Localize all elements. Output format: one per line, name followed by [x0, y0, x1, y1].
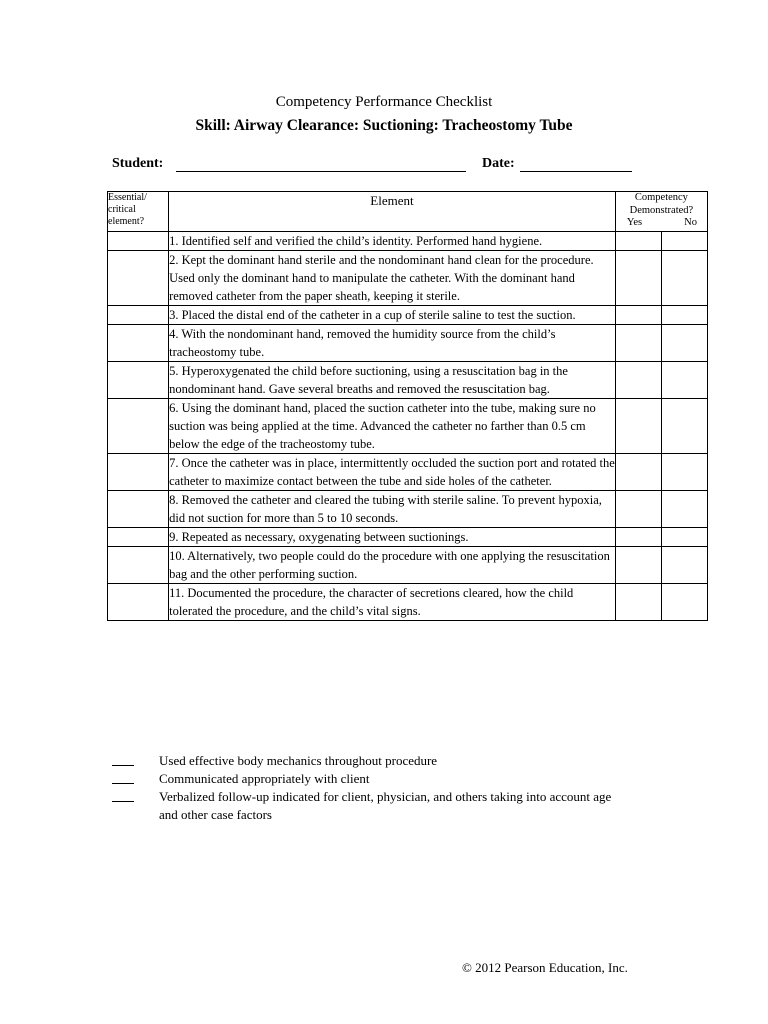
no-cell[interactable]: [661, 454, 707, 491]
element-cell: [169, 362, 616, 399]
no-header: No: [684, 217, 697, 228]
table-row: [108, 232, 708, 251]
criteria-text: Used effective body mechanics throughout procedure: [159, 753, 438, 768]
element-text: 7. Once the catheter was in place, intermittently occluded the suction port and rotated the catheter to maximize contact between the tube and side holes of the catheter.: [169, 456, 615, 488]
table-row: [108, 362, 708, 399]
table-row: [108, 584, 708, 621]
additional-criteria: [112, 752, 632, 824]
yes-cell[interactable]: [615, 584, 661, 621]
no-cell[interactable]: [661, 232, 707, 251]
essential-cell[interactable]: [108, 399, 169, 454]
no-cell[interactable]: [661, 491, 707, 528]
criteria-item: [112, 752, 632, 770]
date-label: Date:: [482, 156, 515, 171]
element-cell: [169, 399, 616, 454]
yes-cell[interactable]: [615, 491, 661, 528]
element-cell: [169, 232, 616, 251]
element-text: 8. Removed the catheter and cleared the tubing with sterile saline. To prevent hypoxia, did not suction for more than 5 to 10 seconds.: [169, 493, 602, 525]
no-cell[interactable]: [661, 528, 707, 547]
page-title: Competency Performance Checklist: [275, 94, 493, 110]
yes-cell[interactable]: [615, 232, 661, 251]
element-text: 6. Using the dominant hand, placed the suction catheter into the tube, making sure no suction was being applied at the time. Advanced the catheter no farther than 0.5 cm below the edge of the tracheostomy tube.: [169, 401, 596, 451]
table-row: [108, 325, 708, 362]
element-text: 2. Kept the dominant hand sterile and the nondominant hand clean for the procedure. Used only the dominant hand to manipulate the catheter. With the dominant hand removed catheter from the paper sheath, keeping it sterile.: [169, 253, 594, 303]
essential-cell[interactable]: [108, 547, 169, 584]
no-cell[interactable]: [661, 325, 707, 362]
table-row: [108, 528, 708, 547]
essential-cell[interactable]: [108, 251, 169, 306]
element-text: 1. Identified self and verified the child’s identity. Performed hand hygiene.: [169, 234, 543, 248]
yes-cell[interactable]: [615, 362, 661, 399]
date-line[interactable]: [520, 171, 632, 172]
criteria-item: [112, 770, 632, 788]
criteria-blank[interactable]: [112, 788, 134, 802]
no-cell[interactable]: [661, 362, 707, 399]
element-cell: [169, 325, 616, 362]
table-row: [108, 491, 708, 528]
competency-column-header: [615, 192, 707, 232]
essential-cell[interactable]: [108, 325, 169, 362]
element-cell: [169, 454, 616, 491]
essential-cell[interactable]: [108, 584, 169, 621]
criteria-blank[interactable]: [112, 752, 134, 766]
no-cell[interactable]: [661, 584, 707, 621]
criteria-item: [112, 788, 632, 824]
element-cell: [169, 491, 616, 528]
essential-cell[interactable]: [108, 362, 169, 399]
no-cell[interactable]: [661, 251, 707, 306]
element-text: 4. With the nondominant hand, removed the humidity source from the child’s tracheostomy tube.: [169, 327, 556, 359]
essential-cell[interactable]: [108, 232, 169, 251]
table-header-row: [108, 192, 708, 232]
table-row: [108, 454, 708, 491]
yes-cell[interactable]: [615, 454, 661, 491]
essential-cell[interactable]: [108, 491, 169, 528]
criteria-text: Verbalized follow-up indicated for client, physician, and others taking into account age and other case factors: [159, 789, 612, 822]
copyright-notice: © 2012 Pearson Education, Inc.: [462, 960, 628, 975]
student-name-line[interactable]: [176, 171, 466, 172]
table-row: [108, 306, 708, 325]
student-date-row: [112, 154, 642, 176]
student-label: Student:: [112, 156, 164, 171]
yes-cell[interactable]: [615, 528, 661, 547]
table-row: [108, 399, 708, 454]
element-cell: [169, 528, 616, 547]
criteria-blank[interactable]: [112, 770, 134, 784]
competency-header-label: Competency Demonstrated?: [629, 192, 694, 216]
essential-cell[interactable]: [108, 454, 169, 491]
yes-cell[interactable]: [615, 547, 661, 584]
element-text: 11. Documented the procedure, the character of secretions cleared, how the child tolerated the procedure, and the child’s vital signs.: [169, 586, 574, 618]
element-text: 3. Placed the distal end of the catheter in a cup of sterile saline to test the suction.: [169, 308, 576, 322]
element-cell: [169, 306, 616, 325]
element-text: 10. Alternatively, two people could do the procedure with one applying the resuscitation bag and the other performing suction.: [169, 549, 610, 581]
criteria-text: Communicated appropriately with client: [159, 771, 370, 786]
essential-column-header: Essential/ critical element?: [108, 192, 169, 232]
table-row: [108, 547, 708, 584]
skill-subtitle: Skill: Airway Clearance: Suctioning: Tracheostomy Tube: [195, 117, 573, 134]
no-cell[interactable]: [661, 306, 707, 325]
element-column-header: Element: [169, 192, 616, 232]
competency-table: [107, 191, 708, 621]
essential-cell[interactable]: [108, 306, 169, 325]
element-cell: [169, 251, 616, 306]
essential-cell[interactable]: [108, 528, 169, 547]
yes-header: Yes: [626, 217, 643, 228]
element-cell: [169, 547, 616, 584]
element-text: 5. Hyperoxygenated the child before suctioning, using a resuscitation bag in the nondominant hand. Gave several breaths and removed the resuscitation bag.: [169, 364, 568, 396]
yes-cell[interactable]: [615, 325, 661, 362]
table-row: [108, 251, 708, 306]
yes-cell[interactable]: [615, 251, 661, 306]
checklist-body: [108, 232, 708, 621]
no-cell[interactable]: [661, 399, 707, 454]
element-cell: [169, 584, 616, 621]
yes-cell[interactable]: [615, 306, 661, 325]
element-text: 9. Repeated as necessary, oxygenating between suctionings.: [169, 530, 469, 544]
no-cell[interactable]: [661, 547, 707, 584]
yes-cell[interactable]: [615, 399, 661, 454]
